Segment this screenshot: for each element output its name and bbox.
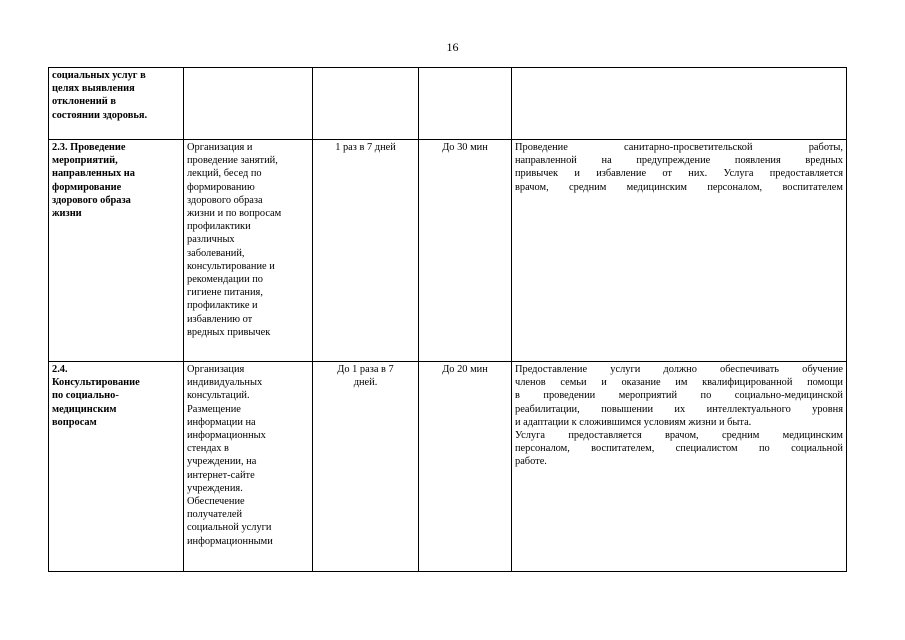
service-name-cell: 2.4. Консультирование по социально- медицинским вопросам <box>49 362 184 572</box>
frequency-cell <box>313 140 419 362</box>
frequency-cell: До 1 раза в 7 дней. <box>313 362 419 572</box>
duration-cell <box>419 68 512 140</box>
services-table <box>48 67 847 572</box>
duration-cell <box>419 362 512 572</box>
service-content-cell <box>184 68 313 140</box>
duration-cell <box>419 140 512 362</box>
table-row <box>49 362 847 572</box>
service-name-cell: социальных услуг в целях выявления отклонений в состоянии здоровья. <box>49 68 184 140</box>
table-row <box>49 140 847 362</box>
duration-text: До 20 мин <box>442 364 488 375</box>
page-number: 16 <box>446 40 459 54</box>
service-content-cell: Организация индивидуальных консультаций. Размещение информации на информационных стендах в учреждении, на интернет-сайте учреждения. Обеспечение получателей социальной услуги информационными <box>184 362 313 572</box>
description-cell: Предоставление услуги должно обеспечивать обучение членов семьи и оказание им квалифицированной помощи в проведении мероприятий по социально-медицинской реабилитации, повышении их интеллектуального уровня и адаптации к сложившимся условиям жизни и быта. Услуга предоставляется врачом, средним медицинским персоналом, воспитателем, специалистом по социальной работе. <box>512 362 847 572</box>
service-content-cell: Организация и проведение занятий, лекций, бесед по формированию здорового образа жизни и по вопросам профилактики различных заболеваний, консультирование и рекомендации по гигиене питания, профилактике и избавлению от вредных привычек <box>184 140 313 362</box>
duration-text: До 30 мин <box>442 142 488 153</box>
table-row <box>49 68 847 140</box>
description-cell: Проведение санитарно-просветительской работы, направленной на предупреждение появления вредных привычек и избавление от них. Услуга предоставляется врачом, средним медицинским персоналом, воспитателем <box>512 140 847 362</box>
frequency-cell <box>313 68 419 140</box>
service-name-cell: 2.3. Проведение мероприятий, направленных на формирование здорового образа жизни <box>49 140 184 362</box>
description-cell <box>512 68 847 140</box>
frequency-text: 1 раз в 7 дней <box>335 142 396 153</box>
